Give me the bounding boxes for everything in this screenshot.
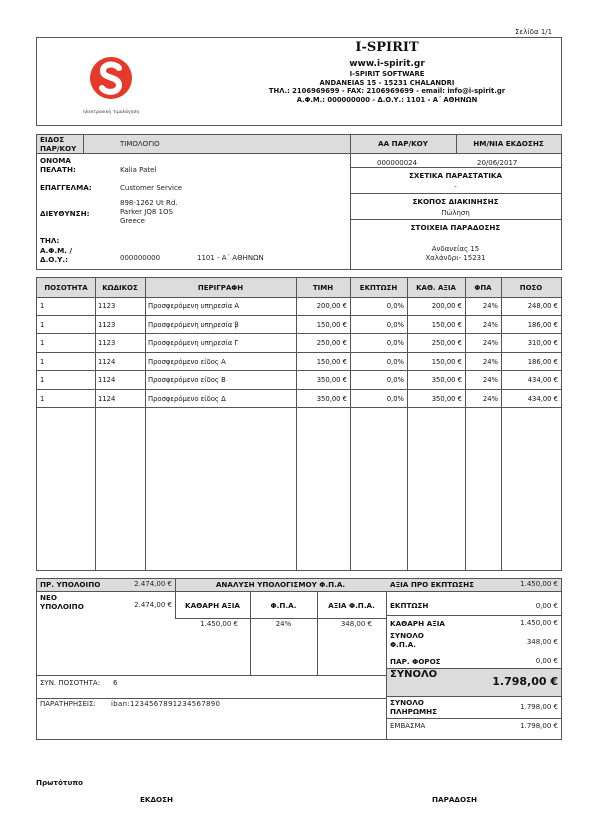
table-row [37, 390, 561, 409]
notes-label: ΠΑΡΑΤΗΡΗΣΕΙΣ: [40, 700, 96, 708]
cell-vat: 24% [482, 302, 498, 310]
cell-description: Προσφερόμενο είδος Α [148, 357, 226, 366]
cell-price: 200,00 € [316, 302, 347, 310]
info-box [36, 134, 562, 270]
purpose-label: ΣΚΟΠΟΣ ΔΙΑΚΙΝΗΣΗΣ [412, 197, 499, 206]
cell-vat: 24% [482, 394, 498, 403]
total-amount: 1.798,00 € [492, 675, 558, 688]
notes-value: iban:1234567891234567890 [111, 700, 221, 708]
related-docs-label: ΣΧΕΤΙΚΑ ΠΑΡΑΣΤΑΤΙΚΑ [408, 171, 503, 180]
discount: 0,00 € [535, 602, 558, 610]
related-docs-value: - [454, 183, 457, 191]
cell-code: 1124 [98, 394, 116, 403]
cell-vat: 24% [482, 376, 498, 384]
customer-address2: Parker JQ8 1OS [120, 208, 173, 216]
col-price-header: ΤΙΜΗ [312, 283, 334, 292]
stamp: 0,00 € [535, 657, 558, 665]
cell-code: 1123 [98, 302, 116, 310]
customer-address-label: ΔΙΕΥΘΥΝΣΗ: [40, 209, 90, 218]
total-label: ΣΥΝΟΛΟ [390, 669, 438, 680]
company-subtitle: I-SPIRIT SOFTWARE [349, 70, 425, 78]
delivery-footer-label: ΠΑΡΑΔΟΣΗ [432, 795, 478, 804]
customer-name-label: ΟΝΟΜΑ ΠΕΛΑΤΗ: [40, 156, 76, 174]
stamp-label: ΠΑΡ. ΦΟΡΟΣ [390, 657, 441, 666]
cell-net: 150,00 € [431, 320, 462, 329]
total-qty-label: ΣΥΝ. ΠΟΣΟΤΗΤΑ: [40, 679, 101, 687]
company-logo [81, 48, 141, 120]
table-row [37, 316, 561, 335]
col-description-header: ΠΕΡΙΓΡΑΦΗ [197, 283, 244, 292]
cell-code: 1123 [98, 320, 116, 329]
cell-amount: 434,00 € [527, 394, 558, 403]
doc-number: 000000024 [377, 159, 418, 167]
cell-amount: 186,00 € [527, 357, 558, 366]
cell-price: 250,00 € [316, 339, 347, 347]
company-website: www.i-spirit.gr [349, 59, 425, 69]
cell-vat: 24% [482, 357, 498, 366]
payment: 1.798,00 € [520, 703, 558, 711]
customer-tax-office: 1101 - Α΄ ΑΘΗΝΩΝ [197, 254, 264, 262]
cell-amount: 434,00 € [527, 376, 558, 384]
cell-discount: 0,0% [386, 320, 404, 329]
col-vat-header: ΦΠΑ [474, 283, 492, 292]
pre-discount-label: ΑΞΙΑ ΠΡΟ ΕΚΠΤΩΣΗΣ [390, 580, 475, 589]
cell-amount: 310,00 € [527, 339, 558, 347]
company-tax: Α.Φ.Μ.: 000000000 - Δ.Ο.Υ.: 1101 - Α΄ ΑΘΗΝΩΝ [296, 95, 478, 104]
col-code-header: ΚΩΔΙΚΟΣ [102, 283, 138, 292]
table-row [37, 371, 561, 390]
total-qty: 6 [113, 679, 118, 687]
cell-price: 350,00 € [316, 394, 347, 403]
col-qty-header: ΠΟΣΟΤΗΤΑ [44, 283, 88, 292]
cell-code: 1123 [98, 339, 116, 347]
logo-tagline: ηλεκτρονική τιμολόγηση [82, 110, 140, 115]
vat-analysis-label: ΑΝΑΛΥΣΗ ΥΠΟΛΟΓΙΣΜΟΥ Φ.Π.Α. [215, 580, 346, 589]
cell-vat: 24% [482, 339, 498, 347]
cell-qty: 1 [40, 394, 45, 403]
company-contact: ΤΗΛ.: 2106969699 - FAX: 2106969699 - email: info@i-spirit.gr [268, 87, 506, 95]
net-label: ΚΑΘΑΡΗ ΑΞΙΑ [390, 619, 445, 628]
cell-discount: 0,0% [386, 394, 404, 403]
summary-box [36, 578, 562, 740]
delivery-line1: Ανδανείας 15 [431, 245, 480, 253]
cell-description: Προσφερόμενο είδος Β [148, 376, 226, 384]
items-table [36, 277, 562, 571]
customer-address3: Greece [120, 217, 145, 225]
cell-discount: 0,0% [386, 357, 404, 366]
cell-price: 150,00 € [316, 357, 347, 366]
vat-net-value: 1.450,00 € [200, 620, 238, 628]
payment-label: ΣΥΝΟΛΟ ΠΛΗΡΩΜΗΣ [390, 698, 438, 716]
net: 1.450,00 € [520, 619, 558, 627]
vat-col-rate-header: Φ.Π.Α. [270, 601, 297, 610]
company-header [36, 37, 562, 126]
logo-icon [81, 48, 141, 108]
customer-job: Customer Service [120, 184, 183, 192]
customer-tax-label: Α.Φ.Μ. / Δ.Ο.Υ.: [40, 246, 73, 264]
doc-date-label: ΗΜ/ΝΙΑ ΕΚΔΟΣΗΣ [473, 139, 544, 148]
cell-net: 250,00 € [431, 339, 462, 347]
cell-vat: 24% [482, 320, 498, 329]
cell-qty: 1 [40, 376, 45, 384]
vat-amount-value: 348,00 € [340, 620, 372, 628]
original-label: Πρωτότυπο [36, 778, 83, 787]
doc-type-label: ΕΙΔΟΣ ΠΑΡ/ΚΟΥ [40, 135, 77, 153]
customer-address1: 898-1262 Ut Rd. [120, 199, 178, 207]
vat-rate-value: 24% [275, 620, 292, 628]
cell-discount: 0,0% [386, 302, 404, 310]
table-row [37, 334, 561, 353]
delivery-line2: Χαλάνδρι- 15231 [425, 254, 486, 262]
vat-col-amount-header: ΑΞΙΑ Φ.Π.Α. [328, 601, 375, 610]
cell-code: 1124 [98, 357, 116, 366]
vat-col-net-header: ΚΑΘΑΡΗ ΑΞΙΑ [185, 601, 240, 610]
customer-phone-label: ΤΗΛ: [40, 236, 60, 245]
discount-label: ΕΚΠΤΩΣΗ [390, 601, 429, 610]
table-row [37, 297, 561, 316]
col-net-header: ΚΑΘ. ΑΞΙΑ [416, 283, 456, 292]
vat-total-label: ΣΥΝΟΛΟ Φ.Π.Α. [390, 631, 424, 649]
purpose-value: Πώληση [441, 209, 470, 217]
new-balance-label: ΝΕΟ ΥΠΟΛΟΙΠΟ [40, 593, 84, 611]
cell-discount: 0,0% [386, 376, 404, 384]
cell-qty: 1 [40, 302, 45, 310]
cell-net: 200,00 € [431, 302, 462, 310]
cell-code: 1124 [98, 376, 116, 384]
cell-net: 350,00 € [431, 376, 462, 384]
customer-job-label: ΕΠΑΓΓΕΛΜΑ: [40, 183, 92, 192]
doc-date: 20/06/2017 [477, 159, 518, 167]
cell-price: 150,00 € [316, 320, 347, 329]
customer-tax-id: 000000000 [120, 254, 161, 262]
cell-description: Προσφερόμενη υπηρεσία Α [148, 302, 240, 310]
table-row [37, 353, 561, 372]
doc-type-value: ΤΙΜΟΛΟΓΙΟ [120, 140, 160, 148]
delivery-label: ΣΤΟΙΧΕΙΑ ΠΑΡΑΔΟΣΗΣ [410, 223, 501, 232]
cell-net: 350,00 € [431, 394, 462, 403]
cell-discount: 0,0% [386, 339, 404, 347]
cell-amount: 248,00 € [527, 302, 558, 310]
prev-balance: 2.474,00 € [134, 580, 172, 588]
page-number: Σελίδα 1/1 [515, 28, 553, 36]
cell-qty: 1 [40, 320, 45, 329]
pre-discount: 1.450,00 € [520, 580, 558, 588]
remittance-label: ΕΜΒΑΣΜΑ [390, 722, 426, 730]
company-name: I-SPIRIT [355, 40, 419, 55]
cell-description: Προσφερόμενη υπηρεσία Γ [148, 339, 239, 347]
new-balance: 2.474,00 € [134, 601, 172, 609]
doc-number-label: ΑΑ ΠΑΡ/ΚΟΥ [378, 139, 428, 148]
col-amount-header: ΠΟΣΟ [519, 283, 543, 292]
cell-net: 150,00 € [431, 357, 462, 366]
prev-balance-label: ΠΡ. ΥΠΟΛΟΙΠΟ [40, 580, 101, 589]
cell-qty: 1 [40, 339, 45, 347]
cell-qty: 1 [40, 357, 45, 366]
cell-price: 350,00 € [316, 376, 347, 384]
company-address: ANDANEIAS 15 - 15231 CHALANDRI [319, 78, 455, 87]
cell-description: Προσφερόμενο είδος Δ [148, 394, 226, 403]
remittance: 1.798,00 € [520, 722, 558, 730]
issue-label: ΕΚΔΟΣΗ [140, 795, 174, 804]
customer-name: Kalia Patel [120, 166, 157, 174]
vat-total: 348,00 € [526, 638, 558, 646]
cell-amount: 186,00 € [527, 320, 558, 329]
col-discount-header: ΕΚΠΤΩΣΗ [359, 283, 398, 292]
cell-description: Προσφερόμενη υπηρεσία β [148, 320, 239, 329]
